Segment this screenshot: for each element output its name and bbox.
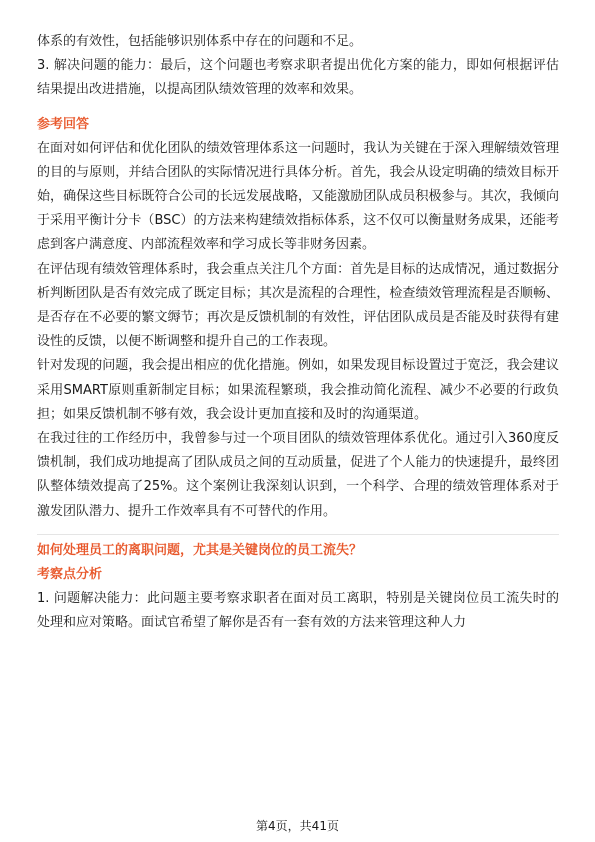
answer-paragraph-4: 在我过往的工作经历中，我曾参与过一个项目团队的绩效管理体系优化。通过引入360度反馈机制，我们成功地提高了团队成员之间的互动质量，促进了个人能力的快速提升，最终团队整体绩效提高了25%。这个案例让我深刻认识到，一个科学、合理的绩效管理体系对于激发团队潜力、提升工作效率具有不可替代的作用。 — [37, 431, 559, 519]
section-divider — [37, 534, 559, 535]
answer-paragraph-3: 针对发现的问题，我会提出相应的优化措施。例如，如果发现目标设置过于宽泛，我会建议采用SMART原则重新制定目标；如果流程繁琐，我会推动简化流程、减少不必要的行政负担；如果反馈机制不够有效，我会设计更加直接和及时的沟通渠道。 — [37, 358, 559, 422]
paragraph-continued: 体系的有效性，包括能够识别体系中存在的问题和不足。 — [37, 34, 363, 49]
document-body — [37, 30, 559, 635]
analysis-paragraph-1: 1. 问题解决能力：此问题主要考察求职者在面对员工离职，特别是关键岗位员工流失时的处理和应对策略。面试官希望了解你是否有一套有效的方法来管理这种人力 — [37, 590, 559, 631]
page-number: 第4页，共41页 — [256, 819, 339, 833]
question-heading: 如何处理员工的离职问题，尤其是关键岗位的员工流失？ — [37, 542, 363, 558]
paragraph-point-3: 3. 解决问题的能力：最后，这个问题也考察求职者提出优化方案的能力，即如何根据评估结果提出改进措施，以提高团队绩效管理的效率和效果。 — [37, 58, 559, 98]
answer-paragraph-2: 在评估现有绩效管理体系时，我会重点关注几个方面：首先是目标的达成情况，通过数据分析判断团队是否有效完成了既定目标；其次是流程的合理性，检查绩效管理流程是否顺畅、是否存在不必要的繁文缛节；再次是反馈机制的有效性，评估团队成员是否能及时获得有建设性的反馈，以便不断调整和提升自己的工作表现。 — [37, 261, 559, 350]
analysis-heading: 考察点分析 — [37, 566, 103, 582]
reference-answer-heading: 参考回答 — [37, 116, 90, 132]
answer-paragraph-1: 在面对如何评估和优化团队的绩效管理体系这一问题时，我认为关键在于深入理解绩效管理的目的与原则，并结合团队的实际情况进行具体分析。首先，我会从设定明确的绩效目标开始，确保这些目标既符合公司的长远发展战略，又能激励团队成员积极参与。其次，我倾向于采用平衡计分卡（BSC）的方法来构建绩效指标体系，这不仅可以衡量财务成果，还能考虑到客户满意度、内部流程效率和学习成长等非财务因素。 — [37, 140, 559, 253]
